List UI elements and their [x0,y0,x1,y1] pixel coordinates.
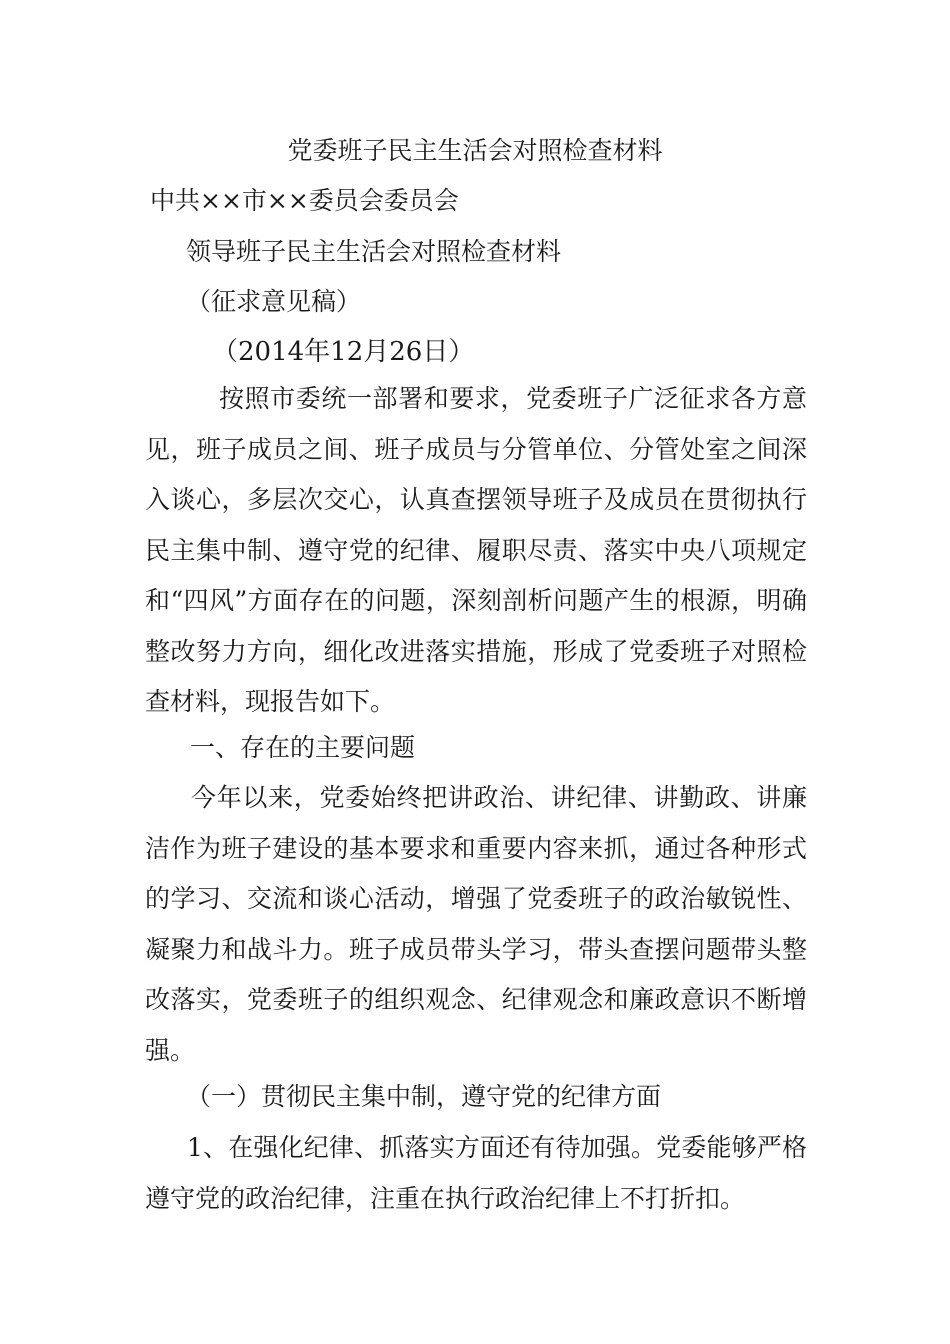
organization-line: 中共××市××委员会委员会 [150,186,459,215]
document-date: （2014年12月26日） [212,337,475,367]
subsection-heading: （一）贯彻民主集中制，遵守党的纪律方面 [186,1082,662,1111]
body-paragraph: 1、在强化纪律、抓落实方面还有待加强。党委能够严格遵守党的政治纪律，注重在执行政治纪律上不打折扣。 [145,1133,807,1213]
draft-note: （征求意见稿） [186,287,362,316]
section-heading: 一、存在的主要问题 [190,733,416,762]
body-paragraph: 今年以来，党委始终把讲政治、讲纪律、讲勤政、讲廉洁作为班子建设的基本要求和重要内容来抓，通过各种形式的学习、交流和谈心活动，增强了党委班子的政治敏锐性、凝聚力和战斗力。班子成员带头学习，带头查摆问题带头整改落实，党委班子的组织观念、纪律观念和廉政意识不断增强。 [145,783,807,1065]
body-paragraph: 按照市委统一部署和要求，党委班子广泛征求各方意见，班子成员之间、班子成员与分管单位、分管处室之间深入谈心，多层次交心，认真查摆领导班子及成员在贯彻执行民主集中制、遵守党的纪律、履职尽责、落实中央八项规定和“四风”方面存在的问题，深刻剖析问题产生的根源，明确整改努力方向，细化改进落实措施，形成了党委班子对照检查材料，现报告如下。 [145,384,807,716]
document-title: 党委班子民主生活会对照检查材料 [287,136,663,165]
document-subtitle: 领导班子民主生活会对照检查材料 [186,237,562,266]
